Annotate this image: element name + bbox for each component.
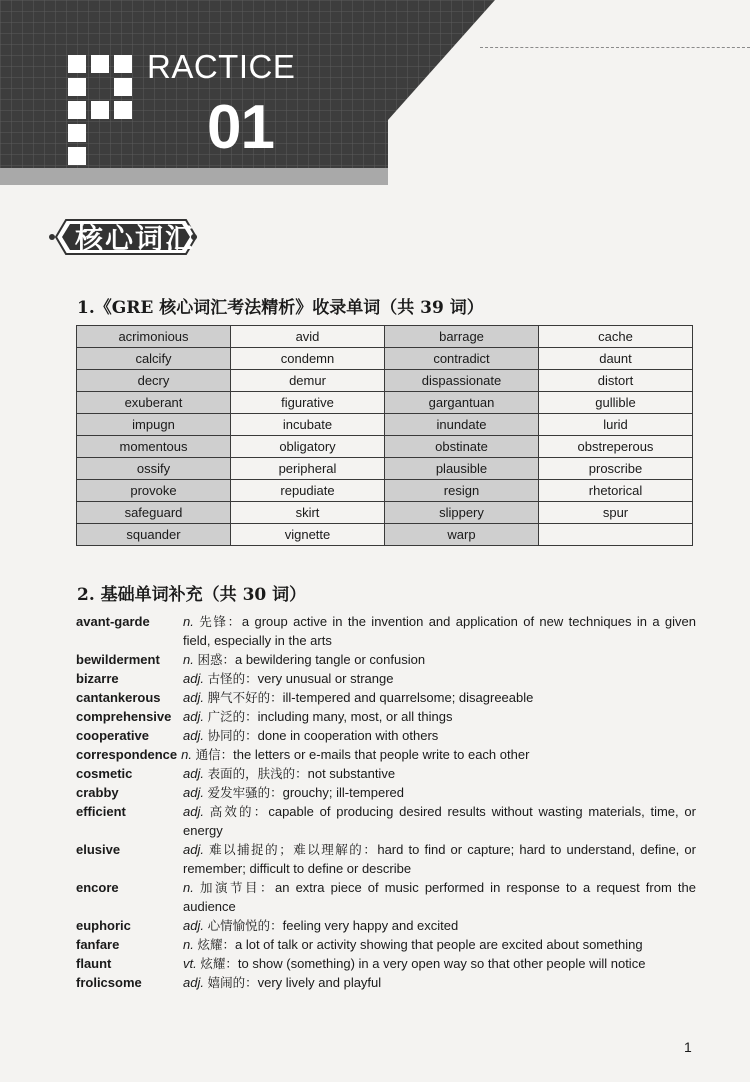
- vocab-definition: [183, 650, 696, 669]
- vocab-term: flaunt: [76, 956, 112, 971]
- word-cell: calcify: [77, 348, 231, 370]
- practice-title: RACTICE: [147, 48, 296, 85]
- vocab-definition: [183, 935, 696, 954]
- vocab-entry: [76, 612, 696, 650]
- vocab-term: elusive: [76, 842, 121, 857]
- vocab-entry: [76, 745, 696, 764]
- vocab-term: fanfare: [76, 937, 120, 952]
- word-cell: ossify: [77, 458, 231, 480]
- word-cell: daunt: [539, 348, 693, 370]
- vocab-entry: [76, 878, 696, 916]
- word-cell: spur: [539, 502, 693, 524]
- chinese-gloss: 通信：: [195, 747, 234, 762]
- english-definition: feeling very happy and excited: [282, 918, 459, 933]
- chinese-gloss: 加演节目：: [199, 880, 275, 895]
- word-cell: contradict: [385, 348, 539, 370]
- vocab-term: cooperative: [76, 728, 149, 743]
- table-row: [77, 480, 693, 502]
- part-of-speech: adj.: [183, 842, 204, 857]
- vocab-entry: [76, 802, 696, 840]
- vocab-definition: [183, 802, 696, 840]
- english-definition: hard to find or capture; hard to understand, define, or remember; difficult to define or describe: [183, 842, 696, 876]
- word-cell: rhetorical: [539, 480, 693, 502]
- vocab-definition: [183, 669, 696, 688]
- part-of-speech: adj.: [183, 785, 204, 800]
- vocab-definition: [183, 764, 696, 783]
- word-cell: repudiate: [231, 480, 385, 502]
- table-row: [77, 414, 693, 436]
- word-cell: provoke: [77, 480, 231, 502]
- vocab-entry: [76, 707, 696, 726]
- chinese-gloss: 古怪的：: [207, 671, 258, 686]
- chinese-gloss: 心情愉悦的：: [207, 918, 283, 933]
- word-cell: incubate: [231, 414, 385, 436]
- vocab-entry: [76, 783, 696, 802]
- banner-graphic: [0, 0, 750, 185]
- vocab-definition: [183, 973, 696, 992]
- english-definition: an extra piece of music performed in response to a request from the audience: [183, 880, 696, 914]
- vocab-entry: [76, 935, 696, 954]
- vocab-entry: [76, 954, 696, 973]
- word-cell: safeguard: [77, 502, 231, 524]
- part-of-speech: adj.: [183, 671, 204, 686]
- vocab-definition: [183, 612, 696, 650]
- english-definition: a lot of talk or activity showing that people are excited about something: [234, 937, 643, 952]
- chinese-gloss: 高效的：: [209, 804, 269, 819]
- chinese-gloss: 脾气不好的：: [207, 690, 283, 705]
- word-cell: acrimonious: [77, 326, 231, 348]
- vocab-entry: [76, 916, 696, 935]
- vocab-list: [76, 612, 696, 992]
- vocab-definition: [183, 878, 696, 916]
- part1-heading: 1.《GRE 核心词汇考法精析》收录单词（共 39 词）: [77, 298, 484, 318]
- page-number: 1: [684, 1039, 692, 1055]
- english-definition: very lively and playful: [257, 975, 382, 990]
- english-definition: capable of producing desired results without wasting materials, time, or energy: [183, 804, 696, 838]
- vocab-definition: [183, 916, 696, 935]
- table-row: [77, 436, 693, 458]
- part-of-speech: n.: [183, 937, 194, 952]
- word-cell: exuberant: [77, 392, 231, 414]
- table-row: [77, 524, 693, 546]
- vocab-definition: [183, 954, 696, 973]
- word-cell: peripheral: [231, 458, 385, 480]
- part2-heading: 2. 基础单词补充（共 30 词）: [77, 585, 307, 605]
- table-row: [77, 502, 693, 524]
- vocab-entry: [76, 726, 696, 745]
- vocab-entry: [76, 688, 696, 707]
- chinese-gloss: 爱发牢骚的：: [207, 785, 283, 800]
- part-of-speech: n.: [183, 652, 194, 667]
- vocab-definition: [183, 726, 696, 745]
- vocab-entry: [76, 840, 696, 878]
- english-definition: not substantive: [307, 766, 396, 781]
- part-of-speech: n.: [183, 614, 194, 629]
- vocab-term: cosmetic: [76, 766, 133, 781]
- word-cell: demur: [231, 370, 385, 392]
- core-word-table: [76, 325, 693, 546]
- word-cell: vignette: [231, 524, 385, 546]
- word-cell: warp: [385, 524, 539, 546]
- word-cell: momentous: [77, 436, 231, 458]
- word-cell: obligatory: [231, 436, 385, 458]
- vocab-term: efficient: [76, 804, 126, 819]
- part-of-speech: vt.: [183, 956, 197, 971]
- part-of-speech: adj.: [183, 709, 204, 724]
- english-definition: a bewildering tangle or confusion: [234, 652, 426, 667]
- vocab-term: cantankerous: [76, 690, 161, 705]
- header-dashed-rule: [480, 47, 750, 48]
- vocab-definition: [183, 840, 696, 878]
- chinese-gloss: 炫耀：: [197, 937, 235, 952]
- chinese-gloss: 难以捕捉的；难以理解的：: [209, 842, 378, 857]
- word-cell: barrage: [385, 326, 539, 348]
- part-of-speech: adj.: [183, 690, 204, 705]
- word-cell: [539, 524, 693, 546]
- table-row: [77, 370, 693, 392]
- vocab-term: encore: [76, 880, 119, 895]
- chinese-gloss: 广泛的：: [207, 709, 258, 724]
- table-row: [77, 348, 693, 370]
- vocab-entry: [76, 650, 696, 669]
- word-cell: inundate: [385, 414, 539, 436]
- word-cell: lurid: [539, 414, 693, 436]
- part-of-speech: n.: [183, 880, 194, 895]
- word-cell: dispassionate: [385, 370, 539, 392]
- vocab-entry: [76, 973, 696, 992]
- chinese-gloss: 嬉闹的：: [207, 975, 258, 990]
- word-cell: resign: [385, 480, 539, 502]
- vocab-term: comprehensive: [76, 709, 172, 724]
- word-cell: figurative: [231, 392, 385, 414]
- chinese-gloss: 先锋：: [199, 614, 242, 629]
- word-cell: decry: [77, 370, 231, 392]
- part-of-speech: adj.: [183, 804, 204, 819]
- table-row: [77, 392, 693, 414]
- vocab-entry: [76, 764, 696, 783]
- english-definition: including many, most, or all things: [257, 709, 453, 724]
- vocab-term: euphoric: [76, 918, 131, 933]
- word-cell: skirt: [231, 502, 385, 524]
- practice-number: 01: [207, 93, 274, 162]
- word-cell: obstreperous: [539, 436, 693, 458]
- word-cell: gullible: [539, 392, 693, 414]
- vocab-term: frolicsome: [76, 975, 142, 990]
- word-cell: gargantuan: [385, 392, 539, 414]
- header-banner: [0, 0, 750, 185]
- part-of-speech: adj.: [183, 766, 204, 781]
- word-cell: plausible: [385, 458, 539, 480]
- vocab-term: crabby: [76, 785, 119, 800]
- word-cell: impugn: [77, 414, 231, 436]
- vocab-definition: [181, 745, 696, 764]
- chinese-gloss: 协同的：: [207, 728, 258, 743]
- table-row: [77, 326, 693, 348]
- english-definition: done in cooperation with others: [257, 728, 439, 743]
- vocab-term: bizarre: [76, 671, 119, 686]
- vocab-definition: [183, 707, 696, 726]
- vocab-term: correspondence: [76, 747, 178, 762]
- english-definition: to show (something) in a very open way so that other people will notice: [237, 956, 646, 971]
- english-definition: very unusual or strange: [257, 671, 394, 686]
- word-cell: condemn: [231, 348, 385, 370]
- word-cell: obstinate: [385, 436, 539, 458]
- vocab-definition: [183, 688, 696, 707]
- word-cell: avid: [231, 326, 385, 348]
- word-cell: squander: [77, 524, 231, 546]
- word-cell: proscribe: [539, 458, 693, 480]
- table-row: [77, 458, 693, 480]
- vocab-term: bewilderment: [76, 652, 160, 667]
- word-cell: slippery: [385, 502, 539, 524]
- english-definition: ill-tempered and quarrelsome; disagreeable: [282, 690, 534, 705]
- chinese-gloss: 表面的，肤浅的：: [207, 766, 308, 781]
- vocab-term: avant-garde: [76, 614, 150, 629]
- chinese-gloss: 炫耀：: [200, 956, 238, 971]
- part-of-speech: adj.: [183, 975, 204, 990]
- part-of-speech: n.: [181, 747, 192, 762]
- vocab-entry: [76, 669, 696, 688]
- chinese-gloss: 困惑：: [197, 652, 235, 667]
- word-cell: cache: [539, 326, 693, 348]
- section-badge-label: 核心词汇: [75, 222, 196, 255]
- english-definition: a group active in the invention and application of new techniques in a given field, especially in the arts: [183, 614, 696, 648]
- word-cell: distort: [539, 370, 693, 392]
- vocab-definition: [183, 783, 696, 802]
- english-definition: grouchy; ill-tempered: [282, 785, 404, 800]
- english-definition: the letters or e-mails that people write to each other: [233, 747, 530, 762]
- part-of-speech: adj.: [183, 918, 204, 933]
- part-of-speech: adj.: [183, 728, 204, 743]
